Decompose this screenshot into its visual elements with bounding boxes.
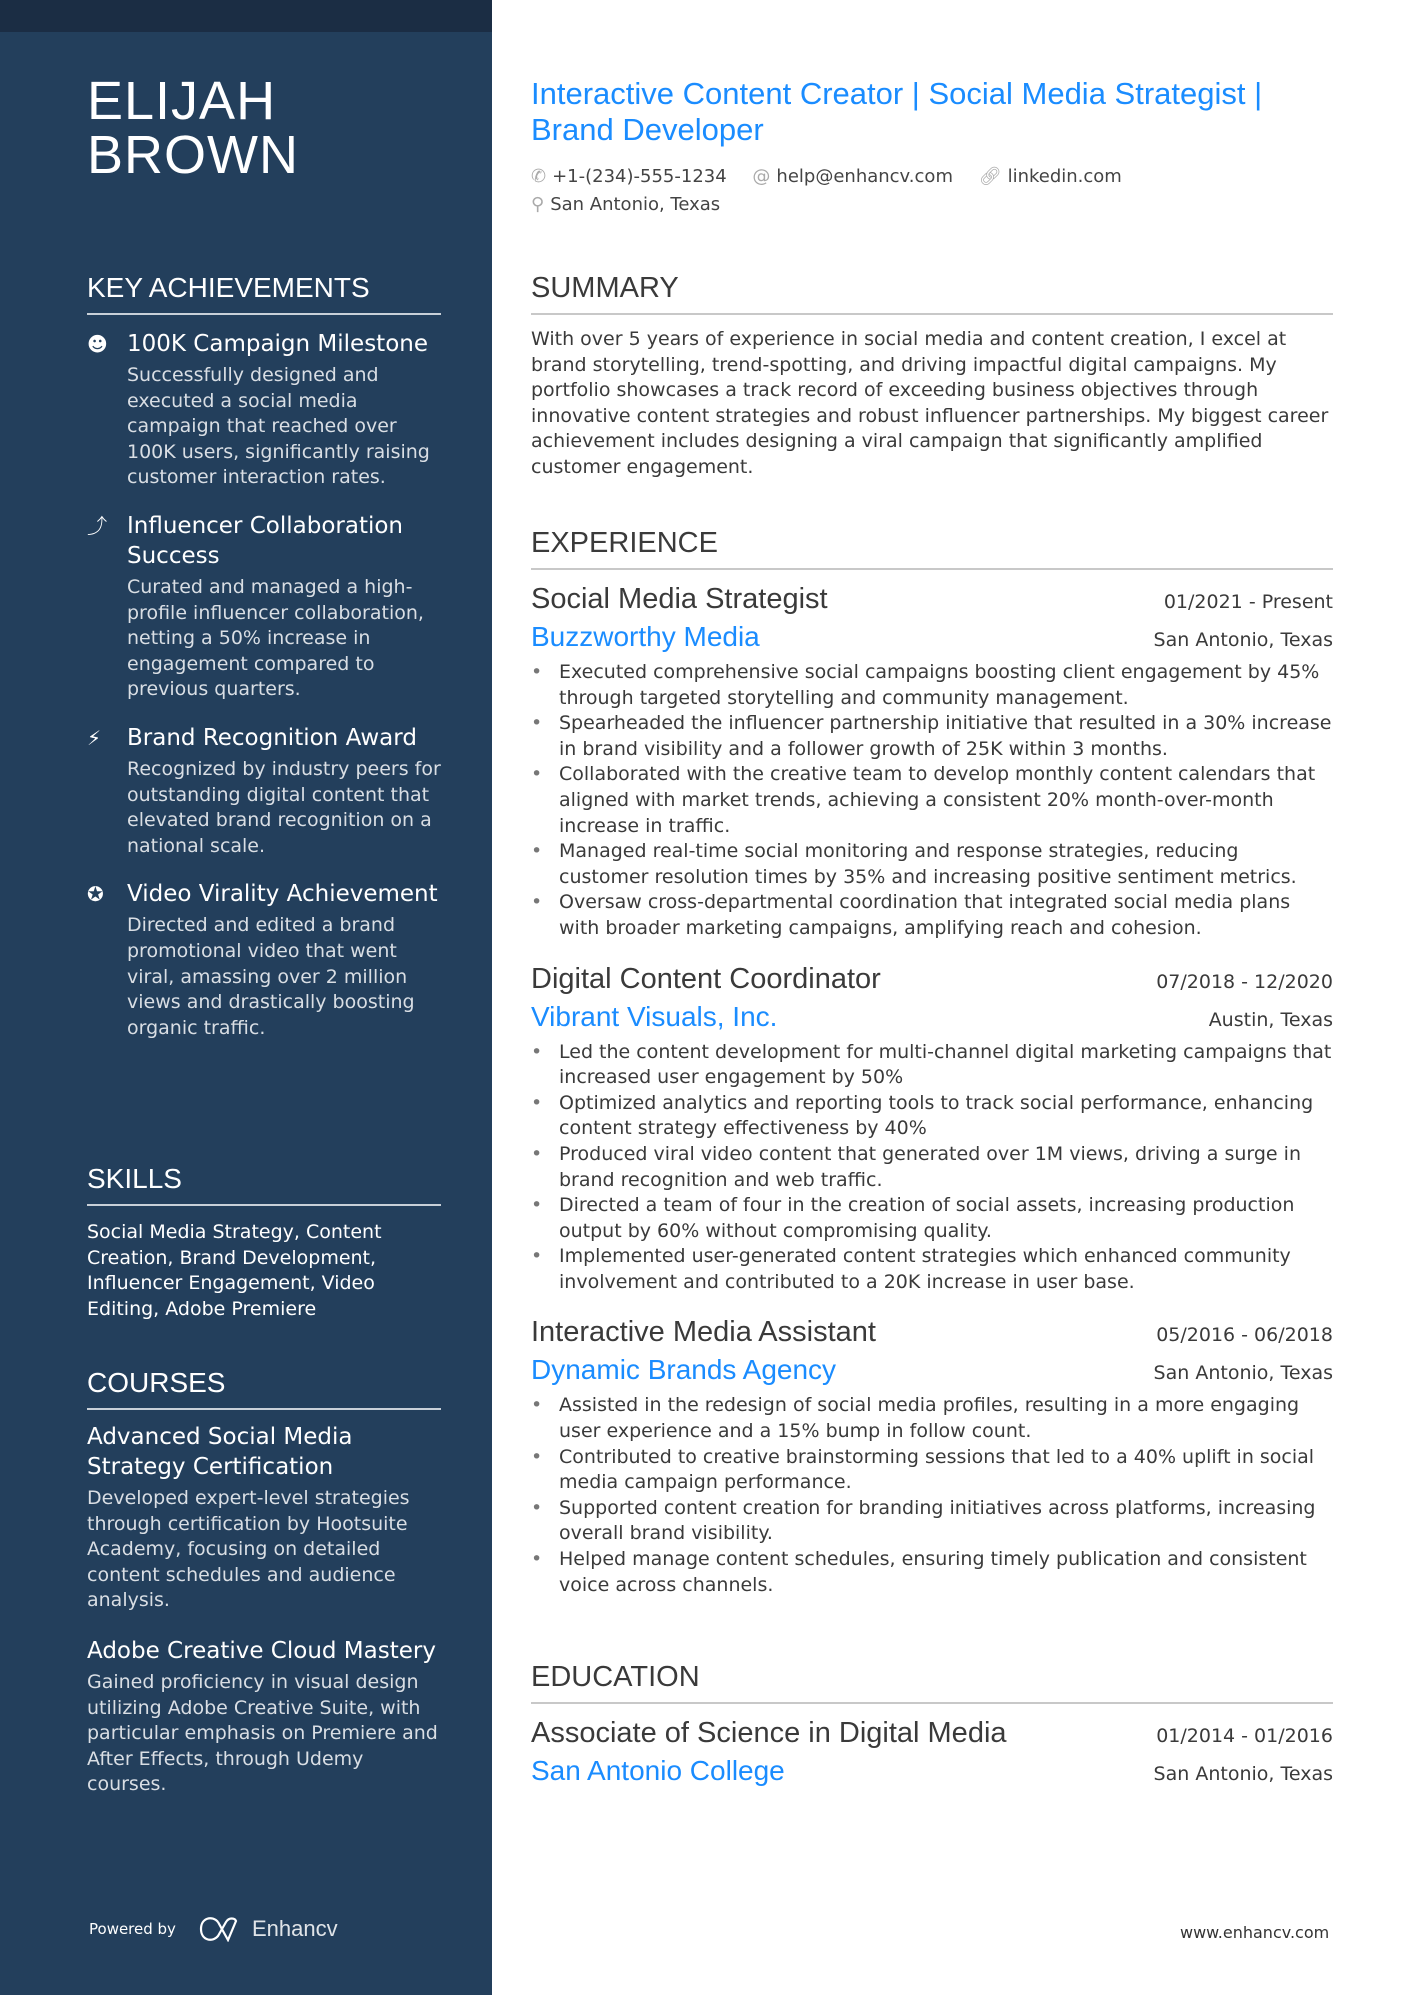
email[interactable] [752, 166, 953, 187]
achievement-item [87, 329, 441, 491]
job-bullets [531, 1040, 1333, 1296]
job-entry [531, 580, 1333, 942]
achievement-item [87, 879, 441, 1041]
experience-section [531, 526, 1333, 1616]
phone [531, 166, 727, 187]
course-desc: Gained proficiency in visual design utilizing Adobe Creative Suite, with particular emphasis on Premiere and After Effects, through Udemy courses. [87, 1670, 438, 1796]
job-bullet: • Assisted in the redesign of social media profiles, resulting in a more engaging user experience and a 15% bump in follow count. [531, 1393, 1333, 1444]
skills-heading: SKILLS [87, 1162, 441, 1206]
achievement-item [87, 723, 441, 859]
achievement-desc: Successfully designed and executed a social media campaign that reached over 100K users, significantly raising customer interaction rates. [127, 364, 430, 489]
education-heading: EDUCATION [531, 1660, 1333, 1704]
course-desc: Developed expert-level strategies through certification by Hootsuite Academy, focusing on detailed content schedules and audience analysis. [87, 1487, 410, 1612]
education-location: San Antonio, Texas [1153, 1763, 1333, 1785]
job-entry [531, 1313, 1333, 1598]
job-bullet: • Produced viral video content that generated over 1M views, driving a surge in brand recognition and web traffic. [531, 1142, 1333, 1193]
achievement-desc: Directed and edited a brand promotional video that went viral, amassing over 2 million views and drastically boosting organic traffic. [127, 914, 415, 1039]
magic-wand-icon: ⚡ [87, 725, 102, 750]
achievements-section [87, 271, 441, 1061]
experience-heading: EXPERIENCE [531, 526, 1333, 570]
job-dates: 05/2016 - 06/2018 [1156, 1324, 1333, 1347]
top-strip [0, 0, 492, 32]
company: Buzzworthy Media [531, 621, 760, 652]
course-title: Adobe Creative Cloud Mastery [87, 1637, 436, 1664]
summary-heading: SUMMARY [531, 271, 1333, 315]
linkedin-link[interactable]: linkedin.com [1007, 166, 1122, 187]
achievements-heading: KEY ACHIEVEMENTS [87, 271, 441, 315]
course-item [87, 1422, 441, 1614]
job-bullet: • Executed comprehensive social campaigns boosting client engagement by 45% through targeted storytelling and community management. [531, 660, 1333, 711]
location-pin-icon: ⚲ [531, 194, 545, 215]
job-bullets [531, 660, 1333, 942]
summary-section [531, 271, 1333, 481]
job-bullet: • Supported content creation for branding initiatives across platforms, increasing overall brand visibility. [531, 1496, 1333, 1547]
courses-section [87, 1366, 441, 1820]
location [531, 194, 720, 215]
job-bullet: • Managed real-time social monitoring and response strategies, reducing customer resolution times by 35% and increasing positive sentiment metrics. [531, 839, 1333, 890]
course-title: Advanced Social Media Strategy Certification [87, 1424, 353, 1480]
location-text: San Antonio, Texas [550, 194, 721, 215]
footer-url[interactable]: www.enhancv.com [1180, 1923, 1330, 1942]
sidebar [0, 0, 492, 1995]
courses-heading: COURSES [87, 1366, 441, 1410]
education-dates: 01/2014 - 01/2016 [1156, 1725, 1333, 1747]
job-entry [531, 960, 1333, 1296]
link-icon: 🔗︎ [978, 166, 1002, 187]
job-title: Digital Content Coordinator [531, 962, 881, 995]
job-bullet: • Optimized analytics and reporting tools to track social performance, enhancing content strategy effectiveness by 40% [531, 1091, 1333, 1142]
degree: Associate of Science in Digital Media [531, 1717, 1007, 1749]
job-bullet: • Helped manage content schedules, ensuring timely publication and consistent voice across channels. [531, 1547, 1333, 1598]
job-dates: 01/2021 - Present [1163, 591, 1333, 613]
skills-section [87, 1162, 441, 1322]
path-icon: ⤴ [87, 513, 107, 538]
course-item [87, 1636, 441, 1798]
job-location: San Antonio, Texas [1153, 629, 1333, 651]
enhancv-logo[interactable] [198, 1916, 338, 1942]
job-bullets [531, 1393, 1333, 1598]
candidate-name [87, 71, 441, 185]
achievement-title: 100K Campaign Milestone [127, 331, 428, 357]
job-bullet: • Directed a team of four in the creation of social assets, increasing production output by 60% without compromising quality. [531, 1193, 1333, 1244]
award-icon: ✪ [87, 882, 104, 907]
job-title: Interactive Media Assistant [531, 1316, 876, 1349]
enhancv-logo-icon [198, 1916, 244, 1942]
education-entry [531, 1714, 1333, 1790]
job-bullet: • Oversaw cross-departmental coordination that integrated social media plans with broader marketing campaigns, amplifying reach and cohesion. [531, 890, 1333, 941]
at-icon: @ [752, 166, 771, 187]
job-location: San Antonio, Texas [1153, 1362, 1333, 1385]
job-bullet: • Spearheaded the influencer partnership initiative that resulted in a 30% increase in brand visibility and a follower growth of 25K within 3 months. [531, 711, 1333, 762]
company: Vibrant Visuals, Inc. [531, 1000, 778, 1032]
powered-by-label: Powered by [89, 1920, 176, 1938]
job-bullet: • Led the content development for multi-channel digital marketing campaigns that increased user engagement by 50% [531, 1040, 1333, 1091]
achievement-desc: Recognized by industry peers for outstanding digital content that elevated brand recognition on a national scale. [127, 757, 441, 857]
company: Dynamic Brands Agency [531, 1354, 837, 1386]
linkedin[interactable] [979, 166, 1122, 187]
job-dates: 07/2018 - 12/2020 [1156, 970, 1333, 993]
last-name: BROWN [87, 125, 299, 185]
enhancv-logo-text: Enhancv [251, 1916, 338, 1941]
phone-icon: ✆ [531, 166, 547, 187]
school: San Antonio College [531, 1755, 785, 1786]
contact-info [531, 163, 1333, 219]
achievement-desc: Curated and managed a high-profile influencer collaboration, netting a 50% increase in engagement compared to previous quarters. [127, 575, 424, 701]
job-bullet: • Contributed to creative brainstorming sessions that led to a 40% uplift in social media campaign performance. [531, 1445, 1333, 1496]
job-title: Social Media Strategist [531, 583, 828, 615]
powered-by [89, 1916, 338, 1942]
achievement-title: Brand Recognition Award [127, 724, 417, 751]
summary-text: With over 5 years of experience in social media and content creation, I excel at brand storytelling, trend-spotting, and driving impactful digital campaigns. My portfolio showcases a track record of exceeding business objectives through innovative content strategies and robust influencer partnerships. My biggest career achievement includes designing a viral campaign that significantly amplified customer engagement. [531, 328, 1329, 478]
email-link[interactable]: help@enhancv.com [776, 166, 953, 187]
head-icon: ☻ [87, 332, 108, 356]
education-section [531, 1660, 1333, 1790]
headline: Interactive Content Creator | Social Media Strategist | Brand Developer [531, 76, 1263, 147]
achievement-title: Video Virality Achievement [127, 881, 438, 908]
first-name: ELIJAH [87, 71, 277, 131]
job-location: Austin, Texas [1208, 1008, 1333, 1031]
skills-list: Social Media Strategy, Content Creation, Brand Development, Influencer Engagement, Video Editing, Adobe Premiere [87, 1221, 382, 1320]
job-bullet: • Collaborated with the creative team to develop monthly content calendars that aligned with market trends, achieving a consistent 20% month-over-month increase in traffic. [531, 762, 1333, 839]
achievement-item [87, 511, 441, 703]
achievement-title: Influencer Collaboration Success [127, 512, 403, 569]
phone-text: +1-(234)-555-1234 [552, 166, 727, 187]
job-bullet: • Implemented user-generated content strategies which enhanced community involvement and contributed to a 20K increase in user base. [531, 1244, 1333, 1295]
